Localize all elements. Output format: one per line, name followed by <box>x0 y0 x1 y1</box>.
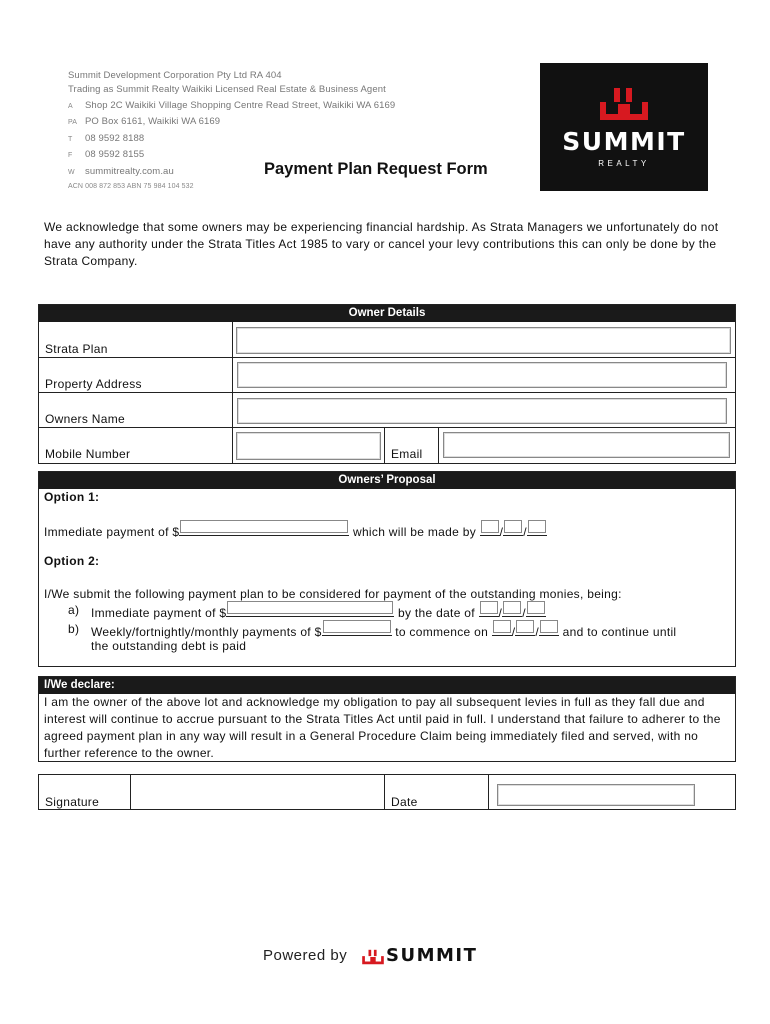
company-name: Summit Development Corporation Pty Ltd RA 404 <box>68 70 282 81</box>
option2-item-b: Weekly/fortnightly/monthly payments of $ to commence on / / and to continue until <box>91 622 676 639</box>
date-label: Date <box>391 795 418 809</box>
item-b-amount-field[interactable] <box>322 622 392 636</box>
property-address-label: Property Address <box>45 377 142 391</box>
summit-mark-icon <box>600 84 648 124</box>
declaration-header: I/We declare: <box>39 677 735 694</box>
intro-paragraph: We acknowledge that some owners may be experiencing financial hardship. As Strata Managers we unfortunately do not have any authority under the Strata Titles Act 1985 to vary or cancel your levy contributions this can only be done by the Strata Company. <box>44 220 719 268</box>
option2-title: Option 2: <box>44 554 100 568</box>
option2-item-a-label: a) <box>68 603 80 617</box>
owner-details-header: Owner Details <box>39 305 735 322</box>
date-input[interactable] <box>497 784 695 806</box>
company-phone: T 08 9592 8188 <box>68 133 145 144</box>
mobile-number-input[interactable] <box>236 432 381 460</box>
summit-realty-logo <box>540 63 708 191</box>
logo-wordmark: SUMMIT <box>562 127 686 156</box>
page-title: Payment Plan Request Form <box>264 160 488 178</box>
company-website: W summitrealty.com.au <box>68 166 174 177</box>
company-abn: ACN 008 872 853 ABN 75 984 104 532 <box>68 183 194 190</box>
option2-item-b-label: b) <box>68 622 80 636</box>
property-address-input[interactable] <box>237 362 727 388</box>
company-trading-as: Trading as Summit Realty Waikiki Licensed Real Estate & Business Agent <box>68 84 386 95</box>
email-input[interactable] <box>443 432 730 458</box>
option2-item-b-continued: the outstanding debt is paid <box>91 639 247 653</box>
option2-item-a: Immediate payment of $ by the date of / / <box>91 603 546 620</box>
option1-title: Option 1: <box>44 490 100 504</box>
owners-name-input[interactable] <box>237 398 727 424</box>
option2-intro: I/We submit the following payment plan to be considered for payment of the outstanding monies, being: <box>44 587 622 601</box>
signature-field[interactable] <box>131 775 384 809</box>
powered-by-label: Powered by <box>263 947 348 964</box>
mobile-number-label: Mobile Number <box>45 447 131 461</box>
option1-year-field[interactable] <box>527 522 547 536</box>
option1-amount-field[interactable] <box>179 522 349 536</box>
item-b-day-field[interactable] <box>492 622 512 636</box>
email-label: Email <box>391 447 423 461</box>
item-b-year-field[interactable] <box>539 622 559 636</box>
item-a-month-field[interactable] <box>502 603 522 617</box>
item-b-month-field[interactable] <box>515 622 535 636</box>
owner-details-table <box>38 304 736 464</box>
item-a-year-field[interactable] <box>526 603 546 617</box>
option1-day-field[interactable] <box>480 522 500 536</box>
company-postal: PA PO Box 6161, Waikiki WA 6169 <box>68 116 221 127</box>
owners-name-label: Owners Name <box>45 412 125 426</box>
company-fax: F 08 9592 8155 <box>68 149 145 160</box>
item-a-amount-field[interactable] <box>226 603 394 617</box>
summit-mark-icon <box>362 948 384 966</box>
option1-month-field[interactable] <box>503 522 523 536</box>
signature-label: Signature <box>45 795 100 809</box>
strata-plan-input[interactable] <box>236 327 731 354</box>
declaration-text: I am the owner of the above lot and acknowledge my obligation to pay all subsequent levies in full as they fall due and interest will continue to accrue pursuant to the Strata Titles Act until paid in full. I understand that failure to adherer to the agreed payment plan in any way will result in a General Procedure Claim being immediately filed and served, with no further reference to the owner. <box>44 695 721 760</box>
strata-plan-label: Strata Plan <box>45 342 108 356</box>
company-address: A Shop 2C Waikiki Village Shopping Centre Read Street, Waikiki WA 6169 <box>68 100 396 111</box>
signature-table <box>38 774 736 810</box>
footer-brand: SUMMIT <box>386 945 478 966</box>
option1-line: Immediate payment of $ which will be made by / / <box>44 522 547 539</box>
logo-tagline: REALTY <box>598 159 650 168</box>
item-a-day-field[interactable] <box>479 603 499 617</box>
owners-proposal-header: Owners’ Proposal <box>39 472 735 489</box>
